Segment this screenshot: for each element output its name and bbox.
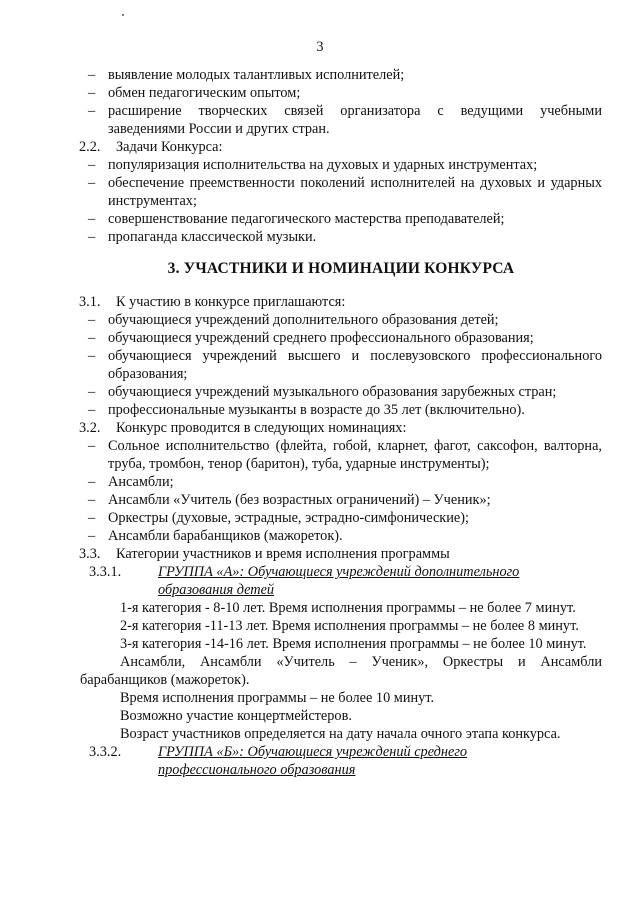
accompanists-note: Возможно участие концертмейстеров.: [120, 708, 352, 724]
list-item: – Ансамбли барабанщиков (мажореток).: [80, 527, 602, 545]
group-a-title-line2: образования детей: [158, 582, 275, 598]
clause-text: Конкурс проводится в следующих номинациях:: [116, 420, 407, 436]
clause-text: Категории участников и время исполнения программы: [116, 546, 450, 562]
age-note: Возраст участников определяется на дату начала очного этапа конкурса.: [120, 726, 561, 742]
list-item: – Ансамбли;: [80, 473, 602, 491]
list-item: – обучающиеся учреждений среднего профессионального образования;: [80, 329, 602, 347]
list-item: – популяризация исполнительства на духовых и ударных инструментах;: [80, 156, 602, 174]
scan-speck: [122, 14, 124, 16]
clause-number: 3.3.: [79, 546, 101, 562]
list-item: – обеспечение преемственности поколений исполнителей на духовых и ударных инструментах;: [80, 174, 602, 210]
list-item: – обучающиеся учреждений музыкального образования зарубежных стран;: [80, 383, 602, 401]
page-content: [80, 66, 602, 779]
list-item: – Сольное исполнительство (флейта, гобой, кларнет, фагот, саксофон, валторна, труба, тромбон, тенор (баритон), туба, ударные инструменты);: [80, 437, 602, 473]
list-item: – обучающиеся учреждений дополнительного образования детей;: [80, 311, 602, 329]
clause-number: 3.3.1.: [89, 564, 122, 580]
clause-number: 3.2.: [79, 420, 101, 436]
list-item: – Ансамбли «Учитель (без возрастных ограничений) – Ученик»;: [80, 491, 602, 509]
clause-3-3-2: [80, 743, 602, 779]
list-item: – профессиональные музыканты в возрасте до 35 лет (включительно).: [80, 401, 602, 419]
group-a-title-line1: ГРУППА «А»: Обучающиеся учреждений дополнительного: [158, 564, 520, 580]
section-heading: 3. УЧАСТНИКИ И НОМИНАЦИИ КОНКУРСА: [167, 260, 515, 277]
clause-number: 3.3.2.: [89, 744, 122, 760]
clause-3-3: [80, 545, 602, 563]
time-limit: Время исполнения программы – не более 10 минут.: [120, 690, 435, 706]
list-item: – пропаганда классической музыки.: [80, 228, 602, 246]
clause-3-2: [80, 419, 602, 437]
category-3: 3-я категория -14-16 лет. Время исполнения программы – не более 10 минут.: [120, 636, 587, 652]
group-b-title-line2: профессионального образования: [158, 762, 356, 778]
clause-number: 2.2.: [79, 139, 101, 155]
page-number: 3: [316, 39, 324, 55]
list-item: – Оркестры (духовые, эстрадные, эстрадно-симфонические);: [80, 509, 602, 527]
clause-2-2: [80, 138, 602, 156]
category-1: 1-я категория - 8-10 лет. Время исполнения программы – не более 7 минут.: [120, 600, 576, 616]
clause-text: Задачи Конкурса:: [116, 139, 223, 155]
clause-3-1: [80, 293, 602, 311]
group-b-title-line1: ГРУППА «Б»: Обучающиеся учреждений среднего: [158, 744, 468, 760]
category-2: 2-я категория -11-13 лет. Время исполнения программы – не более 8 минут.: [120, 618, 579, 634]
clause-3-3-1: [80, 563, 602, 599]
list-item: – совершенствование педагогического мастерства преподавателей;: [80, 210, 602, 228]
clause-text: К участию в конкурсе приглашаются:: [116, 294, 346, 310]
clause-number: 3.1.: [79, 294, 101, 310]
ensembles-paragraph: Ансамбли, Ансамбли «Учитель – Ученик», Оркестры и Ансамбли барабанщиков (мажореток).: [80, 654, 602, 688]
list-item: – расширение творческих связей организатора с ведущими учебными заведениями России и других стран.: [80, 102, 602, 138]
list-item: – обмен педагогическим опытом;: [80, 84, 602, 102]
list-item: – выявление молодых талантливых исполнителей;: [80, 66, 602, 84]
list-item: – обучающиеся учреждений высшего и послевузовского профессионального образования;: [80, 347, 602, 383]
